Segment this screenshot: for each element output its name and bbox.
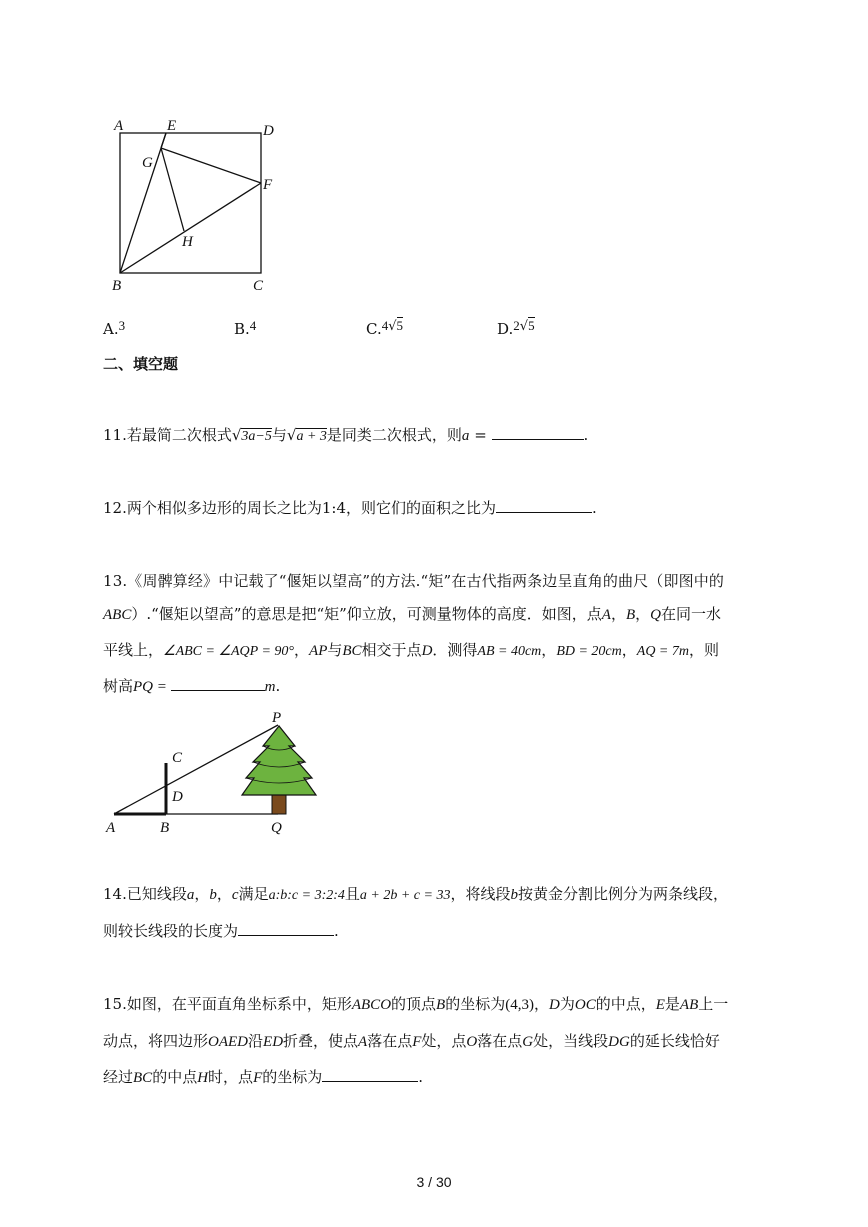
label-C: C: [253, 278, 264, 294]
label-C2: C: [172, 750, 183, 766]
q15-end: .: [418, 1068, 424, 1086]
option-c-letter: C.: [366, 320, 382, 338]
q15-BC: BC: [133, 1070, 153, 1086]
q15-O: O: [466, 1034, 478, 1050]
option-a: [103, 316, 125, 339]
answer-blank: [238, 921, 334, 936]
q13-line1: 13.《周髀算经》中记载了“偃矩以望高”的方法.“矩”在古代指两条边呈直角的曲尺（即图中的: [103, 572, 725, 590]
q15-hao: 的延长线恰好: [629, 1032, 720, 1050]
q13-D: D: [421, 643, 433, 659]
comma: ，: [621, 641, 637, 659]
comma: ，: [294, 641, 310, 659]
q12-text: 12.两个相似多边形的周长之比为1:4，则它们的面积之比为: [103, 499, 496, 517]
label-P: P: [272, 710, 282, 726]
q15-zb: 的坐标为: [445, 995, 506, 1013]
q11-var: a: [461, 428, 470, 444]
q15-wei: 为: [559, 995, 575, 1013]
q14-post2: 按黄金分割比例分为两条线段，: [517, 885, 728, 903]
q11-mid: 与: [271, 426, 287, 444]
q13-BC: BC: [342, 643, 362, 659]
label-B: B: [112, 278, 122, 294]
label-Q2: Q: [271, 820, 282, 836]
q15-luo: 落在点: [367, 1032, 413, 1050]
comma: ，: [610, 605, 626, 623]
q13-PQ: PQ =: [133, 679, 171, 695]
answer-blank: [492, 425, 584, 440]
q15-AB: AB: [679, 997, 699, 1013]
q13-AP: AP: [309, 643, 328, 659]
comma: ，: [541, 641, 557, 659]
q11-post: 是同类二次根式，则: [326, 426, 462, 444]
comma: ，: [194, 885, 210, 903]
q14-qie: 且: [344, 885, 360, 903]
answer-blank: [322, 1067, 418, 1082]
answer-blank: [171, 676, 265, 691]
q13-A: A: [601, 607, 611, 623]
square-figure: [100, 110, 300, 300]
q13-end: .: [275, 677, 281, 695]
q13-line4: [103, 676, 280, 697]
q15-shang: 上一: [698, 995, 729, 1013]
option-d-radicand: 5: [528, 318, 535, 333]
label-H: H: [182, 234, 193, 250]
q14-a: a: [186, 887, 195, 903]
q15-chu: 处，点: [421, 1032, 467, 1050]
q15-shi2: 时，点: [208, 1068, 254, 1086]
q11-radicand2: a + 3: [296, 429, 327, 444]
q15-DG: DG: [608, 1034, 630, 1050]
q15-abco: ABCO: [351, 997, 392, 1013]
sqrt-icon: √: [231, 426, 242, 444]
q13-line3: [103, 640, 719, 662]
q15-ED: ED: [263, 1034, 284, 1050]
q15-H: H: [197, 1070, 209, 1086]
sqrt-icon: √: [519, 319, 529, 334]
label-G: G: [142, 155, 153, 171]
q13-line2-text: ）.“偃矩以望高”的意思是把“矩”仰立放，可测量物体的高度．如图，点: [131, 605, 602, 623]
option-b-value: 4: [249, 318, 257, 333]
label-F: F: [263, 177, 273, 193]
q15-D: D: [549, 997, 560, 1013]
q15-A: A: [358, 1034, 368, 1050]
option-d: [497, 316, 535, 339]
option-d-letter: D.: [497, 320, 514, 338]
q13-line4-pre: 树高: [103, 677, 134, 695]
q14-line1: [103, 884, 728, 906]
q13-ce: ．测得: [432, 641, 478, 659]
option-a-value: 3: [118, 318, 126, 333]
q14-pre: 14.已知线段: [103, 885, 187, 903]
q14-line2-text: 则较长线段的长度为: [103, 922, 239, 940]
q13-Q: Q: [650, 607, 662, 623]
question-11: [103, 425, 588, 447]
q13-line3-pre: 平线上，: [103, 641, 164, 659]
q15-shi: 是: [664, 995, 680, 1013]
q14-b: b: [209, 887, 217, 903]
q14-ratio: a:b:c = 3:2:4: [268, 888, 345, 903]
label-A: A: [114, 118, 124, 134]
q15-B: B: [436, 997, 446, 1013]
q14-post: ，将线段: [450, 885, 511, 903]
q11-pre: 11.若最简二次根式: [103, 426, 232, 444]
q15-oaed: OAED: [208, 1034, 249, 1050]
option-c-radicand: 5: [396, 318, 404, 333]
option-d-coef: 2: [513, 318, 520, 333]
section-title: 二、填空题: [103, 355, 179, 373]
option-c-coef: 4: [381, 318, 389, 333]
q15-chu2: 处，当线段: [533, 1032, 609, 1050]
q15-F2: F: [253, 1070, 263, 1086]
q13-BD: BD = 20cm: [556, 644, 622, 659]
q13-line2-end: 在同一水: [661, 605, 722, 623]
q15-OC: OC: [574, 997, 596, 1013]
q15-line1: [103, 994, 728, 1015]
q13-line2: [103, 604, 721, 625]
q14-sum: a + 2b + c = 33: [359, 888, 451, 903]
q14-end: .: [334, 922, 339, 940]
q15-coord: (4,3): [505, 997, 534, 1013]
q15-l2a: 动点，将四边形: [103, 1032, 209, 1050]
q13-yu: 与: [327, 641, 343, 659]
q11-radicand1: 3a−5: [241, 429, 272, 444]
sqrt-icon: √: [388, 319, 397, 334]
q15-zhe: 折叠，使点: [283, 1032, 359, 1050]
page-number: 3 / 30: [416, 1174, 452, 1190]
label-D2: D: [172, 789, 183, 805]
q14-man: 满足: [238, 885, 269, 903]
q14-b2: b: [510, 887, 518, 903]
q11-end: .: [583, 426, 589, 444]
label-D: D: [263, 123, 274, 139]
q13-unit: m: [264, 679, 276, 695]
label-B2: B: [160, 820, 170, 836]
answer-blank: [496, 498, 592, 513]
q13-B: B: [625, 607, 636, 623]
q13-AB: AB = 40cm: [477, 644, 542, 659]
q13-abc: ABC: [103, 607, 132, 623]
q13-AQ: AQ = 7m: [636, 644, 689, 659]
q11-eq: =: [469, 426, 492, 444]
q13-angles: ∠ABC = ∠AQP = 90°: [163, 644, 295, 659]
q13-ze: ，则: [689, 641, 720, 659]
option-b-letter: B.: [234, 320, 250, 338]
q15-F: F: [412, 1034, 422, 1050]
comma: ，: [216, 885, 232, 903]
question-12: [103, 498, 597, 518]
q15-line2: [103, 1031, 720, 1052]
q15-G: G: [522, 1034, 534, 1050]
q15-zdH: 的中点: [152, 1068, 198, 1086]
q15-c1: ，: [533, 995, 549, 1013]
q15-ding: 的顶点: [391, 995, 437, 1013]
q15-yan: 沿: [248, 1032, 264, 1050]
q14-c: c: [231, 887, 239, 903]
q12-end: .: [592, 499, 597, 517]
tree-figure: [100, 700, 340, 840]
option-a-letter: A.: [103, 320, 119, 338]
label-E: E: [167, 118, 177, 134]
option-c: [366, 316, 403, 339]
q15-zb2: 的坐标为: [262, 1068, 323, 1086]
comma: ，: [635, 605, 651, 623]
q15-l3a: 经过: [103, 1068, 134, 1086]
q15-line3: [103, 1067, 423, 1088]
q15-E: E: [655, 997, 665, 1013]
label-A2: A: [106, 820, 116, 836]
q15-pre: 15.如图，在平面直角坐标系中，矩形: [103, 995, 352, 1013]
q15-luo2: 落在点: [477, 1032, 523, 1050]
q14-line2: [103, 921, 339, 941]
q15-zd: 的中点，: [595, 995, 656, 1013]
sqrt-icon: √: [286, 426, 297, 444]
q13-jiao: 相交于点: [361, 641, 422, 659]
option-b: [234, 316, 256, 339]
